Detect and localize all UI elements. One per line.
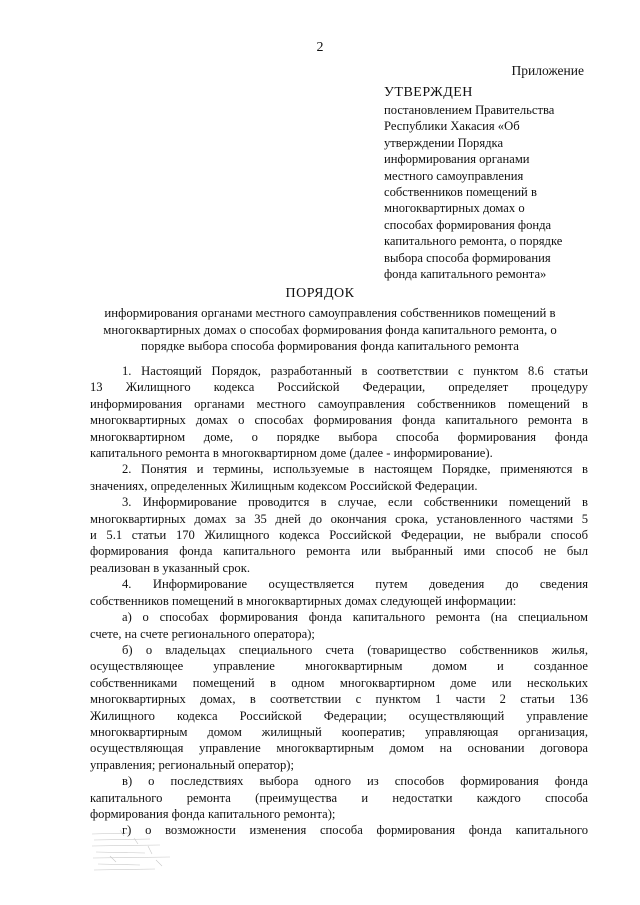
approval-line: Республики Хакасия «Об — [384, 119, 520, 134]
body-line: б) о владельцах специального счета (товарищество собственников жилья, — [122, 642, 588, 657]
body-line: собственниками помещений в одном многоквартирном доме или нескольких — [90, 675, 588, 690]
body-line: а) о способах формирования фонда капитального ремонта (на специальном — [122, 610, 588, 625]
body-line: капитального ремонта в многоквартирном доме (далее - информирование). — [90, 446, 493, 461]
body-line: многоквартирных домах, в соответствии с пунктом 1 части 2 статьи 136 — [90, 692, 588, 707]
approval-line: постановлением Правительства — [384, 103, 555, 117]
document-subtitle — [80, 305, 580, 355]
body-line: счете, на счете регионального оператора); — [90, 626, 315, 641]
subtitle-line: порядке выбора способа формирования фонда капитального ремонта — [141, 339, 519, 353]
appendix-label: Приложение — [511, 63, 584, 78]
body-line: осуществляющая управление многоквартирным домом на основании договора — [90, 741, 588, 756]
body-line: 3. Информирование проводится в случае, если собственники помещений в — [122, 495, 588, 510]
subtitle-line: многоквартирных домах о способах формирования фонда капитального ремонта, о — [103, 322, 557, 337]
body-line: 4. Информирование осуществляется путем доведения до сведения — [122, 577, 588, 592]
body-line: многоквартирном доме, о порядке выбора способа формирования фонда — [90, 429, 588, 444]
body-line: г) о возможности изменения способа формирования фонда капитального — [122, 823, 588, 838]
approval-line: собственников помещений в — [384, 185, 537, 200]
body-line: управления; региональный оператор); — [90, 757, 294, 772]
document-title: ПОРЯДОК — [285, 286, 355, 301]
stamp-mark — [90, 826, 180, 874]
approval-line: местного самоуправления — [384, 168, 524, 183]
body-line: значениях, определенных Жилищным кодексом Российской Федерации. — [90, 478, 478, 493]
approval-line: способах формирования фонда — [384, 217, 552, 232]
body-line: информирования органами местного самоуправления собственников помещений в — [90, 396, 588, 411]
body-line: в) о последствиях выбора одного из способов формирования фонда — [122, 774, 588, 789]
body-line: и 5.1 статьи 170 Жилищного кодекса Российской Федерации, не выбрали способ — [90, 528, 588, 543]
document-body — [90, 363, 588, 839]
body-line: многоквартирных домах за 35 дней до окончания срока, установленного частями 5 — [90, 511, 588, 526]
body-line: реализован в указанный срок. — [90, 560, 250, 575]
body-line: осуществляющее управление многоквартирным домом и созданное — [90, 659, 588, 674]
approval-line: фонда капитального ремонта» — [384, 267, 547, 282]
approval-heading: УТВЕРЖДЕН — [384, 85, 473, 100]
body-line: 13 Жилищного кодекса Российской Федерации, определяет процедуру — [90, 380, 588, 395]
body-line: собственников помещений в многоквартирных домах следующей информации: — [90, 593, 517, 608]
body-line: многоквартирным домом жилищный кооператив; управляющая организация, — [90, 724, 588, 739]
approval-line: выбора способа формирования — [384, 250, 551, 265]
body-line: формирования фонда капитального ремонта или выбранный ими способ не был — [90, 544, 588, 559]
body-line: капитального ремонта (преимущества и недостатки каждого способа — [90, 790, 588, 805]
body-line: Жилищного кодекса Российской Федерации; осуществляющий управление — [90, 708, 588, 723]
approval-line: утверждении Порядка — [384, 135, 504, 150]
approval-text — [384, 102, 604, 282]
page-number: 2 — [316, 40, 324, 55]
approval-block — [384, 85, 604, 282]
approval-line: информирования органами — [384, 152, 530, 167]
body-line: формирования фонда капитального ремонта); — [90, 806, 336, 821]
body-line: многоквартирных домах о способах формирования фонда капитального ремонта в — [90, 413, 588, 428]
subtitle-line: информирования органами местного самоуправления собственников помещений в — [104, 306, 556, 320]
body-line: 1. Настоящий Порядок, разработанный в соответствии с пунктом 8.6 статьи — [122, 364, 588, 378]
approval-line: многоквартирных домах о — [384, 201, 525, 216]
approval-line: капитального ремонта, о порядке — [384, 234, 563, 249]
body-line: 2. Понятия и термины, используемые в настоящем Порядке, применяются в — [122, 462, 588, 477]
